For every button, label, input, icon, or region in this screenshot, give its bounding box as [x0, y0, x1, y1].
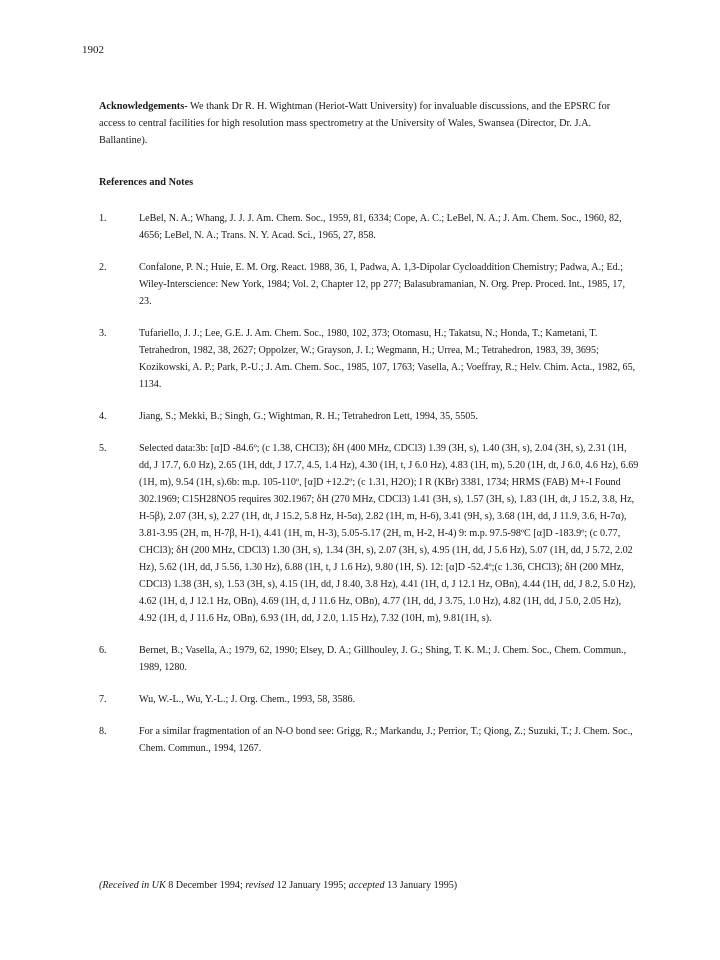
reference-number: 8. [99, 726, 107, 737]
revised-label: revised [245, 880, 275, 891]
reference-item [99, 642, 639, 676]
acknowledgements-paragraph [99, 98, 634, 149]
reference-item [99, 691, 639, 708]
reference-item [99, 723, 639, 757]
reference-text: Selected data:3b: [α]D -84.6º; (c 1.38, CHCl3); δH (400 MHz, CDCl3) 1.39 (3H, s), 1.40 (3H, s), 2.04 (3H, s), 2.31 (1H, dd, J 17.7, 6.0 Hz), 2.65 (1H, ddt, J 17.7, 4.5, 1.4 Hz), 4.30 (1H, t, J 6.0 Hz), 4.83 (1H, m), 5.20 (1H, dt, J 6.0, 4.6 Hz), 6.69 (1H, m), 9.54 (1H, s).6b: m.p. 105-110º, [α]D +12.2º; (c 1.31, H2O); I R (KBr) 3381, 1734; HRMS (FAB) M+-I Found 302.1969; C15H28NO5 requires 302.1967; δH (270 MHz, CDCl3) 1.41 (3H, s), 1.57 (3H, s), 1.83 (1H, dt, J 15.2, 3.8, Hz, H-5β), 2.07 (3H, s), 2.27 (1H, dt, J 15.2, 5.8 Hz, H-5α), 2.82 (1H, m, H-6), 3.41 (9H, s), 3.68 (1H, dd, J 11.9, 3.6, H-7α), 3.81-3.95 (2H, m, H-7β, H-1), 4.41 (1H, m, H-3), 5.05-5.17 (2H, m, H-2, H-4) 9: m.p. 97.5-98ºC [α]D -183.9º; (c 0.77, CHCl3); δH (200 MHz, CDCl3) 1.30 (3H, s), 1.34 (3H, s), 2.07 (3H, s), 4.95 (1H, dd, J 5.6 Hz), 5.07 (1H, dd, J 5.72, 2.02 Hz), 5.62 (1H, dd, J 5.56, 1.30 Hz), 6.88 (1H, t, J 1.6 Hz), 9.80 (1H, S). 12: [α]D -52.4º;(c 1.36, CHCl3); δH (200 MHz, CDCl3) 1.38 (3H, s), 1.53 (3H, s), 4.15 (1H, dd, J 8.40, 3.8 Hz), 4.41 (1H, d, J 12.1 Hz, OBn), 4.44 (1H, dd, J 8.2, 5.0 Hz), 4.62 (1H, d, J 12.1 Hz, OBn), 4.69 (1H, d, J 11.6 Hz, OBn), 4.77 (1H, dd, J 3.75, 1.0 Hz), 4.82 (1H, dd, J 5.0, 2.05 Hz), 4.92 (1H, d, J 11.6 Hz, OBn), 6.93 (1H, dd, J 2.0, 1.15 Hz), 7.32 (10H, m), 9.81(1H, s). [139, 443, 639, 624]
accepted-label: accepted [348, 880, 385, 891]
received-label: (Received in UK [99, 880, 166, 891]
references-list [99, 210, 639, 772]
acknowledgements-text: We thank Dr R. H. Wightman (Heriot-Watt University) for invaluable discussions, and the EPSRC for access to central facilities for high resolution mass spectrometry at the University of Wales, Swansea (Director, Dr. J.A. Ballantine). [99, 101, 611, 146]
accepted-date: 13 January 1995) [384, 880, 458, 891]
reference-text: Jiang, S.; Mekki, B.; Singh, G.; Wightman, R. H.; Tetrahedron Lett, 1994, 35, 5505. [139, 411, 478, 422]
reference-number: 1. [99, 213, 107, 224]
reference-number: 3. [99, 328, 107, 339]
revised-date: 12 January 1995; [274, 880, 349, 891]
reference-text: Tufariello, J. J.; Lee, G.E. J. Am. Chem. Soc., 1980, 102, 373; Otomasu, H.; Takatsu, N.; Honda, T.; Kametani, T. Tetrahedron, 1982, 38, 2627; Oppolzer, W.; Grayson, J. I.; Wegmann, H.; Urrea, M.; Tetrahedron, 1983, 39, 3695; Kozikowski, A. P.; Park, P.-U.; J. Am. Chem. Soc., 1985, 107, 1763; Vasella, A.; Voeffray, R.; Helv. Chim. Acta., 1982, 65, 1134. [139, 328, 636, 390]
acknowledgements-heading: Acknowledgements- [99, 101, 188, 112]
reference-item [99, 325, 639, 393]
reference-item [99, 210, 639, 244]
reference-item [99, 440, 639, 627]
reference-number: 7. [99, 694, 107, 705]
received-line [99, 880, 457, 891]
reference-number: 6. [99, 645, 107, 656]
reference-item [99, 259, 639, 310]
reference-text: Wu, W.-L., Wu, Y.-L.; J. Org. Chem., 1993, 58, 3586. [139, 694, 356, 705]
reference-text: LeBel, N. A.; Whang, J. J. J. Am. Chem. Soc., 1959, 81, 6334; Cope, A. C.; LeBel, N. A.; J. Am. Chem. Soc., 1960, 82, 4656; LeBel, N. A.; Trans. N. Y. Acad. Sci., 1965, 27, 858. [139, 213, 622, 241]
references-heading: References and Notes [99, 177, 194, 188]
reference-text: Confalone, P. N.; Huie, E. M. Org. React. 1988, 36, 1, Padwa, A. 1,3-Dipolar Cycloaddition Chemistry; Padwa, A.; Ed.; Wiley-Interscience: New York, 1984; Vol. 2, Chapter 12, pp 277; Balasubramanian, N. Org. Prep. Proced. Int., 1985, 17, 23. [139, 262, 625, 307]
received-date: 8 December 1994; [165, 880, 246, 891]
reference-item [99, 408, 639, 425]
reference-number: 2. [99, 262, 107, 273]
reference-text: Bernet, B.; Vasella, A.; 1979, 62, 1990; Elsey, D. A.; Gillhouley, J. G.; Shing, T. K. M.; J. Chem. Soc., Chem. Commun., 1989, 1280. [139, 645, 627, 673]
reference-number: 5. [99, 443, 107, 454]
reference-number: 4. [99, 411, 107, 422]
reference-text: For a similar fragmentation of an N-O bond see: Grigg, R.; Markandu, J.; Perrior, T.; Qiong, Z.; Suzuki, T.; J. Chem. Soc., Chem. Commun., 1994, 1267. [139, 726, 633, 754]
page-number: 1902 [82, 44, 104, 56]
